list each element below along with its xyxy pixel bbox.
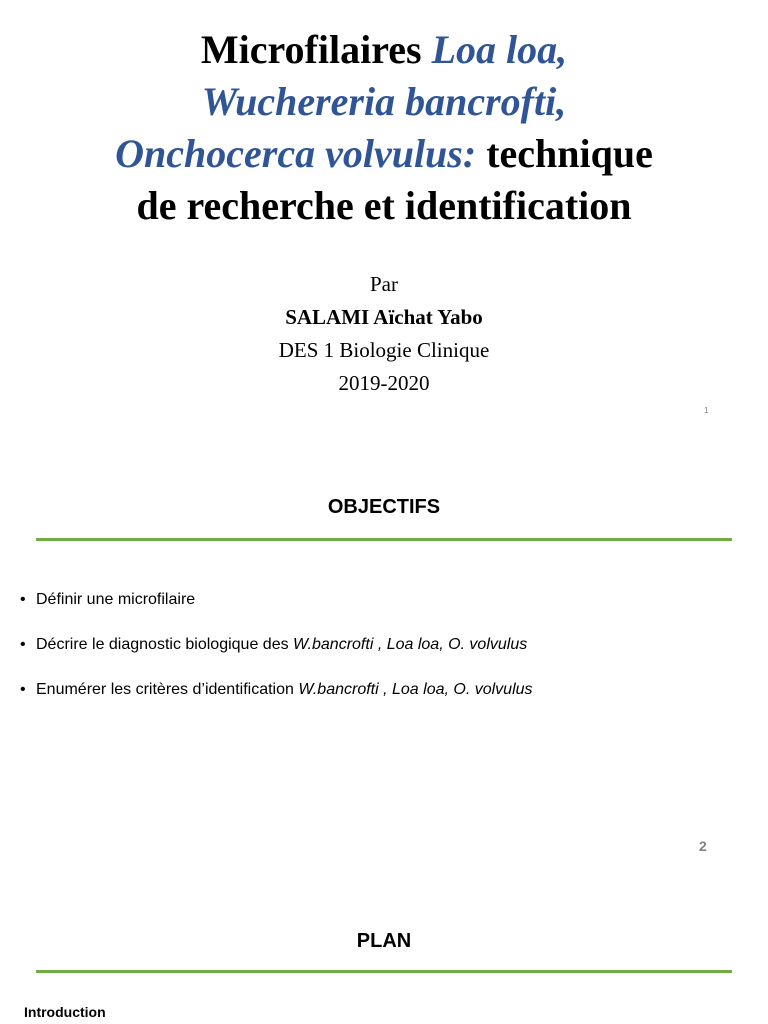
author-name: SALAMI Aïchat Yabo	[285, 305, 483, 329]
title-technique: technique	[486, 131, 653, 176]
bullet-icon: •	[20, 636, 26, 653]
list-item	[20, 588, 533, 633]
objectives-heading: OBJECTIFS	[327, 496, 441, 518]
plan-heading: PLAN	[356, 930, 412, 952]
plan-slide	[0, 880, 768, 1024]
title-line-3	[0, 128, 768, 180]
title-colon: :	[462, 131, 477, 176]
slide-number: 1	[704, 406, 709, 415]
title-line-1	[0, 24, 768, 76]
objective-text: Définir une microfilaire	[36, 591, 196, 608]
title-rest: de recherche et identification	[136, 183, 632, 228]
objective-text: Enumérer les critères d’identification	[36, 681, 299, 698]
presentation-title	[0, 24, 768, 232]
title-slide	[0, 0, 768, 460]
author-block	[0, 268, 768, 400]
title-loa-loa: Loa loa,	[431, 27, 568, 72]
title-onchocerca: Onchocerca volvulus	[115, 131, 463, 176]
bullet-icon: •	[20, 681, 26, 698]
author-years: 2019-2020	[338, 371, 430, 395]
plan-item-introduction: Introduction	[24, 1004, 106, 1020]
author-par: Par	[370, 272, 398, 296]
title-line-2	[0, 76, 768, 128]
title-wuchereria: Wuchereria bancrofti,	[201, 79, 567, 124]
heading-divider	[36, 970, 732, 973]
author-program: DES 1 Biologie Clinique	[278, 338, 490, 362]
slide-number: 2	[699, 838, 707, 854]
heading-divider	[36, 538, 732, 541]
objective-species: W.bancrofti , Loa loa, O. volvulus	[293, 636, 528, 653]
title-line-4	[0, 180, 768, 232]
list-item	[20, 633, 533, 678]
objectives-slide	[0, 460, 768, 880]
bullet-icon: •	[20, 591, 26, 608]
title-microfilaires: Microfilaires	[200, 27, 422, 72]
objective-text: Décrire le diagnostic biologique des	[36, 636, 294, 653]
objective-species: W.bancrofti , Loa loa, O. volvulus	[298, 681, 533, 698]
objectives-list	[20, 588, 533, 723]
list-item	[20, 678, 533, 723]
